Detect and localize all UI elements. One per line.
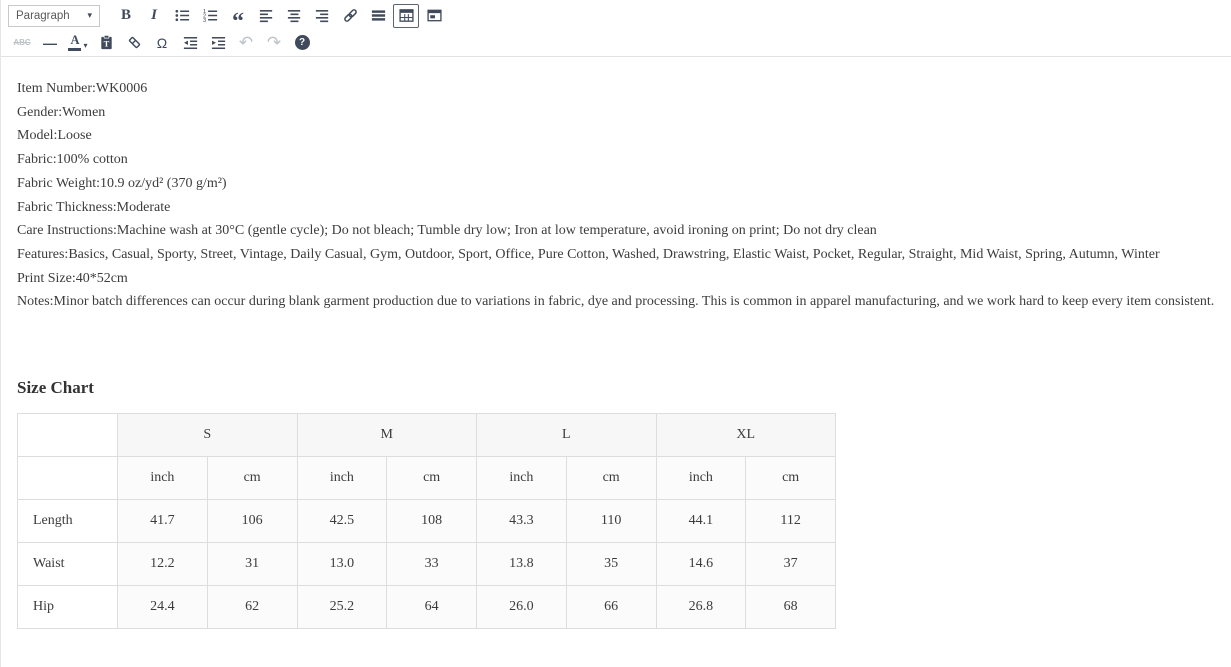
size-column-header: L: [477, 414, 657, 457]
align-right-button[interactable]: [309, 4, 335, 28]
bold-button[interactable]: [113, 4, 139, 28]
undo-icon: ↶: [238, 33, 254, 52]
unit-header: cm: [566, 457, 656, 500]
measurement-value: 37: [746, 543, 836, 586]
blockquote-button[interactable]: [225, 4, 251, 35]
bullet-list-button[interactable]: [169, 4, 195, 28]
measurement-value: 12.2: [118, 543, 208, 586]
measurement-value: 31: [207, 543, 297, 586]
italic-button[interactable]: [141, 4, 167, 28]
redo-button[interactable]: [261, 31, 287, 55]
toolbar-row-1: [8, 2, 1225, 35]
measurement-value: 110: [566, 500, 656, 543]
measurement-value: 43.3: [477, 500, 567, 543]
table-row: [18, 500, 836, 543]
help-icon: ?: [295, 35, 310, 50]
svg-text:T: T: [103, 38, 109, 49]
product-attribute-line: Features:Basics, Casual, Sporty, Street, Vintage, Daily Casual, Gym, Outdoor, Sport, Office, Pure Cotton, Washed, Drawstring, Elastic Waist, Pocket, Regular, Straight, Mid Waist, Spring, Autumn, Winter: [17, 246, 1160, 262]
unit-header: inch: [118, 457, 208, 500]
product-attribute-line: Print Size:40*52cm: [17, 270, 128, 286]
size-chart-heading: Size Chart: [17, 378, 94, 398]
measurement-value: 13.8: [477, 543, 567, 586]
omega-icon: Ω: [156, 34, 168, 51]
link-icon: [342, 7, 359, 24]
measurement-value: 68: [746, 586, 836, 629]
clear-formatting-button[interactable]: [121, 31, 147, 55]
product-details: [17, 77, 1221, 314]
measurement-value: 26.8: [656, 586, 746, 629]
paste-as-text-button[interactable]: [93, 31, 119, 55]
help-button[interactable]: [289, 31, 315, 55]
align-center-icon: [286, 7, 303, 24]
chevron-down-icon: ▾: [87, 10, 92, 20]
unit-header: cm: [207, 457, 297, 500]
editor-toolbar: [1, 0, 1231, 57]
redo-icon: ↷: [266, 33, 282, 52]
svg-text:3: 3: [202, 18, 206, 24]
product-attribute-line: Fabric:100% cotton: [17, 152, 128, 168]
measurement-value: 14.6: [656, 543, 746, 586]
measurement-value: 13.0: [297, 543, 387, 586]
horizontal-line-button[interactable]: [37, 31, 63, 55]
align-left-button[interactable]: [253, 4, 279, 28]
bold-icon: B: [120, 7, 131, 23]
outdent-icon: [182, 34, 199, 51]
unit-header: inch: [656, 457, 746, 500]
product-attribute-line: Item Number:WK0006: [17, 81, 148, 96]
measurement-value: 62: [207, 586, 297, 629]
paragraph-select[interactable]: [8, 5, 100, 27]
dash-icon: —: [43, 34, 57, 51]
product-attribute-line: Notes:Minor batch differences can occur during blank garment production due to variations in fabric, dye and processing. This is common in apparel manufacturing, and we work hard to keep every item consistent.: [17, 294, 1215, 310]
link-button[interactable]: [337, 4, 363, 28]
measurement-value: 42.5: [297, 500, 387, 543]
table-properties-button[interactable]: [421, 4, 447, 28]
measurement-value: 106: [207, 500, 297, 543]
size-chart-table: [17, 413, 836, 629]
strikethrough-button[interactable]: [9, 31, 35, 55]
text-color-button[interactable]: [65, 31, 91, 55]
unit-header: cm: [387, 457, 477, 500]
outdent-button[interactable]: [177, 31, 203, 55]
measurement-value: 108: [387, 500, 477, 543]
table-button[interactable]: [393, 4, 419, 28]
product-attribute-line: Fabric Weight:10.9 oz/yd² (370 g/m²): [17, 175, 227, 191]
eraser-icon: [126, 34, 143, 51]
unit-header: cm: [746, 457, 836, 500]
editor-content-area[interactable]: [1, 57, 1231, 629]
measurement-value: 35: [566, 543, 656, 586]
corner-cell: [18, 457, 118, 500]
product-attribute-line: Model:Loose: [17, 128, 92, 144]
measurement-label: Hip: [18, 586, 118, 629]
align-right-icon: [314, 7, 331, 24]
stacked-rows-icon: [370, 7, 387, 24]
size-column-header: S: [118, 414, 298, 457]
align-left-icon: [258, 7, 275, 24]
blockquote-icon: “: [232, 8, 244, 35]
align-center-button[interactable]: [281, 4, 307, 28]
size-column-header: XL: [656, 414, 836, 457]
table-row: [18, 543, 836, 586]
unit-header: inch: [297, 457, 387, 500]
paragraph-select-label: Paragraph: [16, 9, 70, 22]
table-icon: [398, 7, 415, 24]
strikethrough-icon: ABC: [13, 38, 31, 47]
measurement-value: 41.7: [118, 500, 208, 543]
clipboard-icon: [98, 34, 115, 51]
measurement-value: 44.1: [656, 500, 746, 543]
measurement-value: 66: [566, 586, 656, 629]
special-character-button[interactable]: [149, 31, 175, 55]
table-rows-button[interactable]: [365, 4, 391, 28]
numbered-list-icon: [202, 7, 219, 24]
chevron-down-icon: ▾: [83, 41, 88, 50]
measurement-value: 64: [387, 586, 477, 629]
corner-cell: [18, 414, 118, 457]
svg-text:1: 1: [202, 9, 206, 16]
measurement-label: Waist: [18, 543, 118, 586]
indent-button[interactable]: [205, 31, 231, 55]
panel-icon: [426, 7, 443, 24]
indent-icon: [210, 34, 227, 51]
text-color-icon: A: [68, 34, 81, 51]
size-column-header: M: [297, 414, 477, 457]
measurement-label: Length: [18, 500, 118, 543]
svg-text:2: 2: [202, 13, 206, 20]
measurement-value: 24.4: [118, 586, 208, 629]
product-attribute-line: Fabric Thickness:Moderate: [17, 199, 171, 215]
bullet-list-icon: [174, 7, 191, 24]
product-attribute-line: Gender:Women: [17, 104, 106, 120]
numbered-list-button[interactable]: [197, 4, 223, 28]
italic-icon: I: [151, 7, 157, 23]
toolbar-row-2: [8, 29, 1225, 56]
measurement-value: 25.2: [297, 586, 387, 629]
measurement-value: 33: [387, 543, 477, 586]
measurement-value: 26.0: [477, 586, 567, 629]
measurement-value: 112: [746, 500, 836, 543]
table-row: [18, 586, 836, 629]
unit-header: inch: [477, 457, 567, 500]
product-attribute-line: Care Instructions:Machine wash at 30°C (gentle cycle); Do not bleach; Tumble dry low; Iron at low temperature, avoid ironing on print; Do not dry clean: [17, 223, 877, 239]
